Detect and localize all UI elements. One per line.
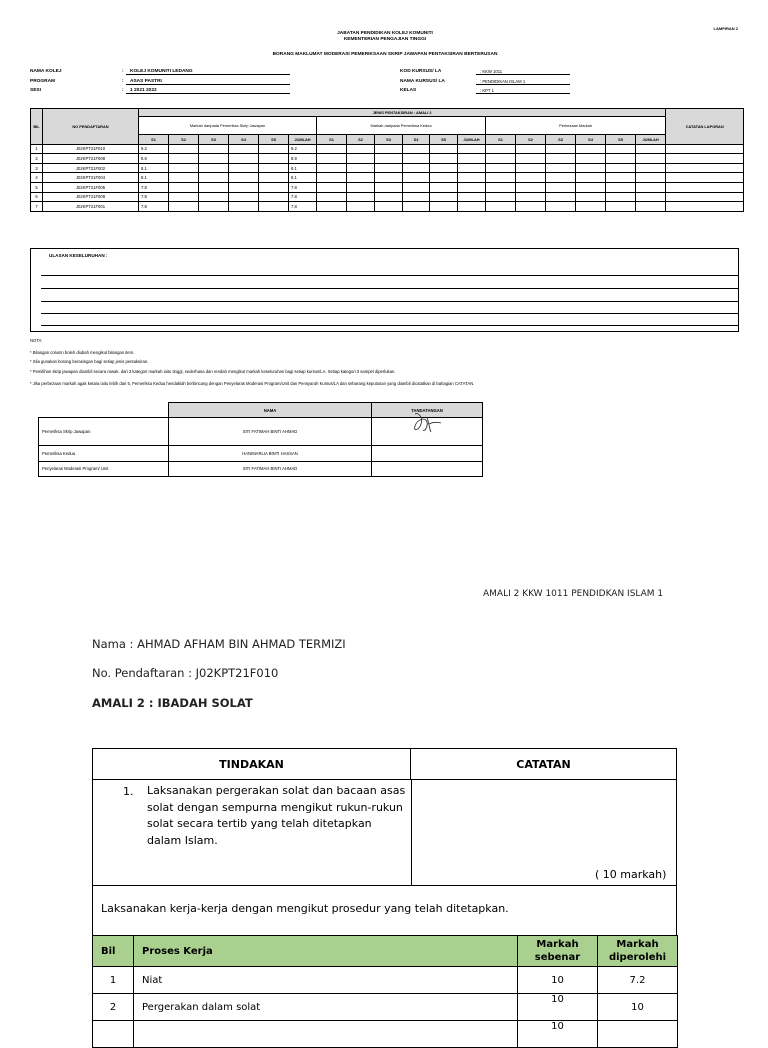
sig-role: Pemeriksa Kedua [39,446,169,462]
proses-name: Niat [134,967,518,994]
sub-s4: S4 [229,135,259,145]
score-s1: 7.8 [139,192,169,202]
score-cell[interactable] [317,192,347,202]
score-cell[interactable] [403,182,430,192]
score-cell[interactable] [375,154,403,164]
col-bil: BIL [31,109,43,145]
col-nama: NAMA [169,403,372,418]
row-bil: 5 [31,182,43,192]
sig-corner [39,403,169,418]
score-cell[interactable] [666,144,744,154]
ulasan-box[interactable] [30,248,739,332]
score-cell[interactable] [546,182,576,192]
sub-jumlah: JUMLAH [289,135,317,145]
dept-name: JABATAN PENDIDIKAN KOLEJ KOMUNITI [337,31,433,36]
table-row [31,144,744,154]
row-bil: 6 [31,192,43,202]
proses-name [134,1021,518,1048]
score-cell[interactable] [199,154,229,164]
score-cell[interactable] [606,182,636,192]
score-cell[interactable] [486,154,516,164]
group-pemeriksa-kedua: Markah daripada Pemeriksa Kedua [317,117,486,135]
proses-name: Pergerakan dalam solat [134,994,518,1021]
proses-bil: 1 [93,967,134,994]
ulasan-line [41,288,738,289]
score-cell[interactable] [606,192,636,202]
tindakan-table [92,748,677,886]
score-jumlah: 7.8 [289,192,317,202]
sig-role: Penyelaras Moderasi Program/ Unit [39,461,169,477]
score-cell[interactable] [458,202,486,212]
sub-s3: S3 [375,135,403,145]
row-no-pendaftaran: J02KPT21F001 [43,202,139,212]
score-jumlah: 8.1 [289,173,317,183]
sub-s1: S1 [317,135,347,145]
nota-item: * Sila gunakan borang berasingan bagi setiap jenis pentaksiran. [30,359,149,364]
colon: : [122,88,124,93]
score-cell[interactable] [576,144,606,154]
score-cell[interactable] [259,163,289,173]
nama-kolej-value: KOLEJ KOMUNITI LEDANG [126,68,290,75]
nama-kursus-value: : PENDIDIKAN ISLAM 1 [476,78,570,85]
score-cell[interactable] [229,202,259,212]
score-cell[interactable] [375,202,403,212]
table-row [31,192,744,202]
score-cell[interactable] [259,144,289,154]
score-cell[interactable] [169,163,199,173]
score-cell[interactable] [347,163,375,173]
program-value: ASAS PASTRI [126,78,290,85]
sub-s4: S4 [576,135,606,145]
score-cell[interactable] [458,154,486,164]
markah-diperolehi[interactable] [598,1021,678,1048]
score-cell[interactable] [666,182,744,192]
sub-jumlah: JUMLAH [458,135,486,145]
student-reg-no: No. Pendaftaran : J02KPT21F010 [92,666,279,680]
score-cell[interactable] [229,192,259,202]
signature-mark [405,410,455,436]
sub-s2: S2 [169,135,199,145]
score-cell[interactable] [666,163,744,173]
ministry-name: KEMENTERIAN PENGAJIAN TINGGI [343,37,427,42]
score-jumlah: 9.2 [289,144,317,154]
score-cell[interactable] [516,154,546,164]
score-cell[interactable] [347,202,375,212]
score-cell[interactable] [199,173,229,183]
score-cell[interactable] [199,163,229,173]
score-cell[interactable] [546,163,576,173]
score-cell[interactable] [317,144,347,154]
score-cell[interactable] [576,154,606,164]
col-markah-diperolehi: Markah diperolehi [598,936,678,967]
nota-title: NOTA: [30,338,43,343]
sesi-label: SESI [30,88,41,93]
ulasan-line [41,313,738,314]
score-cell[interactable] [259,154,289,164]
catatan-header: CATATAN [411,749,676,780]
proses-kerja-table [92,935,678,1048]
score-jumlah: 8.9 [289,154,317,164]
score-cell[interactable] [546,202,576,212]
row-no-pendaftaran: J02KPT21F008 [43,154,139,164]
score-cell[interactable] [666,192,744,202]
sub-jumlah: JUMLAH [636,135,666,145]
row-bil: 2 [31,154,43,164]
score-cell[interactable] [486,144,516,154]
form-title: BORANG MAKLUMAT MODERASI PEMERIKSAAN SKRIP JAWAPAN PENTAKSIRAN BERTERUSAN [272,52,498,57]
row-no-pendaftaran: J02KPT21F005 [43,182,139,192]
row-bil: 4 [31,173,43,183]
sesi-value: 1 2021 2022 [126,87,290,94]
kod-kursus-label: KOD KURSUS/ LA [400,69,442,74]
score-cell[interactable] [317,163,347,173]
score-s1: 8.1 [139,163,169,173]
score-cell[interactable] [169,202,199,212]
score-cell[interactable] [636,192,666,202]
score-cell[interactable] [169,192,199,202]
score-cell[interactable] [347,182,375,192]
kelas-label: KELAS [400,88,417,93]
sub-s3: S3 [546,135,576,145]
score-cell[interactable] [546,173,576,183]
row-bil: 7 [31,202,43,212]
score-cell[interactable] [458,163,486,173]
score-cell[interactable] [486,202,516,212]
score-jumlah: 8.1 [289,163,317,173]
moderation-score-table [30,108,744,212]
score-cell[interactable] [430,173,458,183]
score-cell[interactable] [516,163,546,173]
score-cell[interactable] [636,202,666,212]
score-cell[interactable] [403,154,430,164]
row-bil: 1 [31,144,43,154]
score-cell[interactable] [666,173,744,183]
score-s1: 8.9 [139,154,169,164]
score-cell[interactable] [486,182,516,192]
score-cell[interactable] [546,154,576,164]
nota-item: * Pemilihan skrip jawapan diambil secara rawak. dari 3 kategori markah iaitu tinggi, sederhana dan rendah mengikut markah keseluruhan bagi setiap kursus/LA. Setiap kategori 3 sampel diperlukan. [30,369,396,374]
score-cell[interactable] [458,192,486,202]
table-row [31,173,744,183]
markah-note: ( 10 markah) [595,868,667,881]
ulasan-line [41,325,738,326]
course-heading: AMALI 2 KKW 1011 PENDIDKAN ISLAM 1 [483,589,664,599]
proses-bil: 2 [93,994,134,1021]
score-cell[interactable] [486,173,516,183]
group-pemeriksa-skrip: Markah daripada Pemeriksa Skrip Jawapan [139,117,317,135]
score-cell[interactable] [576,182,606,192]
score-cell[interactable] [430,182,458,192]
score-cell[interactable] [606,154,636,164]
score-cell[interactable] [430,192,458,202]
score-cell[interactable] [317,173,347,183]
sig-nama: SITI FATIMAH BINTI AHMAD [169,461,372,477]
score-cell[interactable] [430,202,458,212]
score-cell[interactable] [458,144,486,154]
score-cell[interactable] [229,154,259,164]
score-cell[interactable] [375,192,403,202]
score-cell[interactable] [375,163,403,173]
score-cell[interactable] [576,163,606,173]
score-cell[interactable] [375,182,403,192]
score-cell[interactable] [317,182,347,192]
sub-s2: S2 [347,135,375,145]
score-cell[interactable] [347,144,375,154]
ulasan-title: ULASAN KESELURUHAN : [49,253,108,258]
score-cell[interactable] [430,163,458,173]
score-cell[interactable] [229,144,259,154]
score-cell[interactable] [576,192,606,202]
item-instruction: Laksanakan pergerakan solat dan bacaan asas solat dengan sempurna mengikut rukun-rukun solat secara tertib yang telah ditetapkan dalam Islam. [147,784,406,847]
student-name: Nama : AHMAD AFHAM BIN AHMAD TERMIZI [92,637,346,651]
kerja-instruction-box [92,886,677,936]
sub-s3: S3 [199,135,229,145]
sub-s4: S4 [403,135,430,145]
nota-item: * Jika perbezaan markah agak ketara iaitu lebih dari 5, Pemeriksa Kedua hendaklah berbincang dengan Penyelaras Moderasi Program/Unit dan Pensyarah Kursus/LA dan sebarang keputusan yang diambil dicatatkan di bahagian CATATAN. [30,381,475,386]
score-cell[interactable] [229,173,259,183]
score-cell[interactable] [666,202,744,212]
table-row [31,202,744,212]
ulasan-line [41,275,738,276]
sub-s1: S1 [486,135,516,145]
score-cell[interactable] [458,182,486,192]
score-cell[interactable] [606,163,636,173]
proses-bil [93,1021,134,1048]
row-bil: 3 [31,163,43,173]
signature-cell [372,418,483,446]
score-cell[interactable] [636,163,666,173]
score-cell[interactable] [430,154,458,164]
score-cell[interactable] [576,202,606,212]
score-s1: 7.8 [139,202,169,212]
score-jumlah: 7.8 [289,182,317,192]
col-no-pendaftaran: NO PENDAFTARAN [43,109,139,145]
score-cell[interactable] [347,154,375,164]
score-cell[interactable] [169,182,199,192]
score-cell[interactable] [666,154,744,164]
col-proses-kerja: Proses Kerja [134,936,518,967]
score-cell[interactable] [403,202,430,212]
score-cell[interactable] [516,192,546,202]
score-cell[interactable] [347,173,375,183]
score-cell[interactable] [486,192,516,202]
colon: : [122,69,124,74]
tindakan-header: TINDAKAN [93,749,411,780]
nota-item: * Bilangan column boleh diubah mengikut bilangan item. [30,350,135,355]
sub-s1: S1 [139,135,169,145]
col-tandatangan: TANDATANGAN [372,403,483,418]
row-no-pendaftaran: J02KPT21F009 [43,192,139,202]
score-cell[interactable] [169,154,199,164]
sig-role: Pemeriksa Skrip Jawapan [39,418,169,446]
jenis-pentaksiran: JENIS PENTAKSIRAN : AMALI 2 [139,109,666,117]
score-cell[interactable] [516,182,546,192]
score-cell[interactable] [259,182,289,192]
score-cell[interactable] [516,173,546,183]
score-s1: 7.8 [139,182,169,192]
score-cell[interactable] [516,144,546,154]
score-cell[interactable] [636,182,666,192]
nama-kursus-label: NAMA KURSUS/ LA [400,79,445,84]
score-cell[interactable] [430,144,458,154]
score-cell[interactable] [636,173,666,183]
score-cell[interactable] [516,202,546,212]
score-cell[interactable] [458,173,486,183]
score-cell[interactable] [347,192,375,202]
col-bil: Bil [93,936,134,967]
score-cell[interactable] [229,163,259,173]
markah-diperolehi[interactable]: 10 [598,994,678,1021]
kelas-value: : KPT 1 [476,87,570,94]
colon: : [122,79,124,84]
sig-nama: HANIMARLIA BINTI HASSAN [169,446,372,462]
score-cell[interactable] [606,144,636,154]
signature-table [38,402,483,477]
lampiran-label: LAMPIRAN 2 [713,26,738,31]
ulasan-line [41,301,738,302]
score-cell[interactable] [606,202,636,212]
item-number: 1. [123,785,134,798]
sub-s5: S5 [606,135,636,145]
score-cell[interactable] [375,144,403,154]
signature-cell [372,446,483,462]
column-divider [411,780,412,886]
sub-s5: S5 [259,135,289,145]
sub-s5: S5 [430,135,458,145]
score-cell[interactable] [636,144,666,154]
score-cell[interactable] [169,173,199,183]
score-cell[interactable] [375,173,403,183]
score-cell[interactable] [403,144,430,154]
score-cell[interactable] [546,144,576,154]
score-cell[interactable] [636,154,666,164]
score-s1: 8.1 [139,173,169,183]
score-cell[interactable] [199,182,229,192]
score-cell[interactable] [229,182,259,192]
score-s1: 9.2 [139,144,169,154]
score-jumlah: 7.8 [289,202,317,212]
score-cell[interactable] [259,202,289,212]
score-cell[interactable] [317,202,347,212]
score-cell[interactable] [317,154,347,164]
score-cell[interactable] [403,163,430,173]
score-cell[interactable] [169,144,199,154]
markah-sebenar: 10 [518,994,598,1021]
score-cell[interactable] [259,192,289,202]
score-cell[interactable] [199,192,229,202]
score-cell[interactable] [606,173,636,183]
nama-kolej-label: NAMA KOLEJ [30,69,62,74]
score-cell[interactable] [546,192,576,202]
score-cell[interactable] [486,163,516,173]
table-row [31,163,744,173]
row-no-pendaftaran: J02KPT21F010 [43,144,139,154]
score-cell[interactable] [199,202,229,212]
markah-diperolehi[interactable]: 7.2 [598,967,678,994]
markah-sebenar: 10 [518,967,598,994]
score-cell[interactable] [199,144,229,154]
table-row [31,154,744,164]
score-cell[interactable] [259,173,289,183]
signature-cell [372,461,483,477]
group-perbezaan: Perbezaan Markah [486,117,666,135]
sig-nama: SITI FATIMAH BINTI AHMAD [169,418,372,446]
amali-title: AMALI 2 : IBADAH SOLAT [92,696,253,710]
score-cell[interactable] [403,173,430,183]
markah-sebenar: 10 [518,1021,598,1048]
score-cell[interactable] [403,192,430,202]
kod-kursus-value: : KKW 1011 [476,68,570,75]
score-cell[interactable] [576,173,606,183]
sub-s2: S2 [516,135,546,145]
program-label: PROGRAM [30,79,56,84]
kerja-instruction: Laksanakan kerja-kerja dengan mengikut prosedur yang telah ditetapkan. [101,902,509,915]
col-markah-sebenar: Markah sebenar [518,936,598,967]
row-no-pendaftaran: J02KPT21F002 [43,163,139,173]
col-catatan: CATATAN LAPORAN [666,109,744,145]
table-row [31,182,744,192]
row-no-pendaftaran: J02KPT21F004 [43,173,139,183]
